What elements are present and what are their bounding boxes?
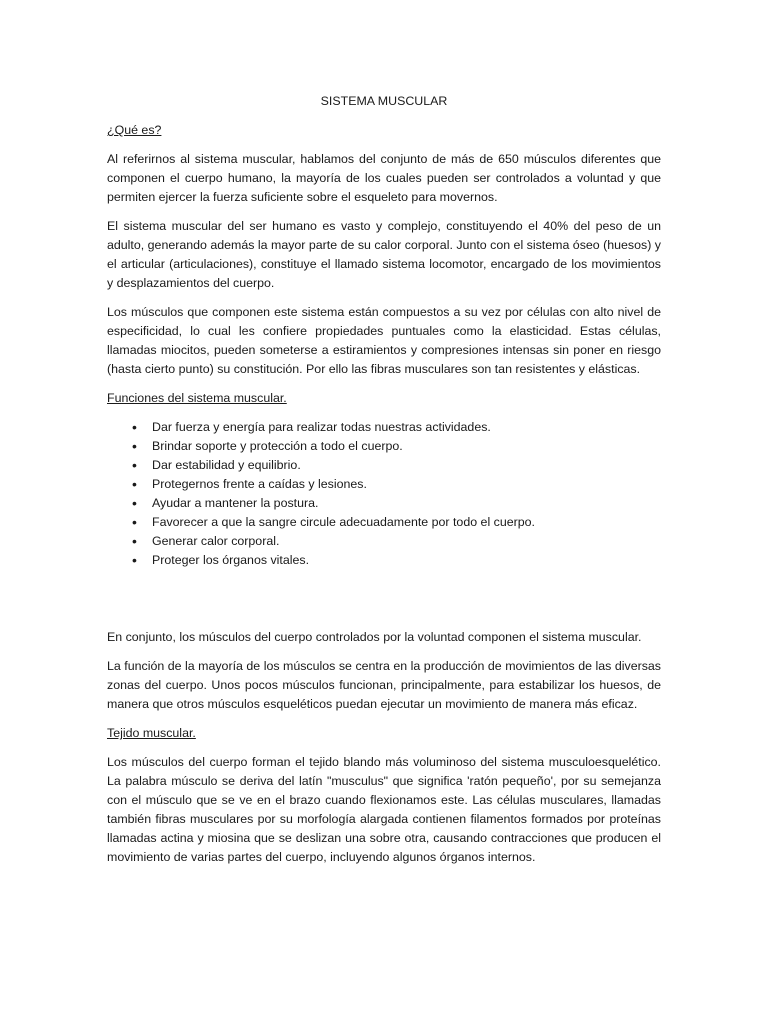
list-item: • Proteger los órganos vitales. <box>132 551 661 570</box>
list-item: • Ayudar a mantener la postura. <box>132 494 661 513</box>
heading-que-es: ¿Qué es? <box>107 123 162 137</box>
paragraph: El sistema muscular del ser humano es vasto y complejo, constituyendo el 40% del peso de un adulto, generando además la mayor parte de su calor corporal. Junto con el sistema óseo (huesos) y el articular (articulaciones), constituye el llamado sistema locomotor, encargado de los movimientos y desplazamientos del cuerpo. <box>107 219 661 290</box>
paragraph: Al referirnos al sistema muscular, hablamos del conjunto de más de 650 músculos diferentes que componen el cuerpo humano, la mayoría de los cuales pueden ser controlados a voluntad y que permiten ejercer la fuerza suficiente sobre el esqueleto para movernos. <box>107 152 661 204</box>
document-title: SISTEMA MUSCULAR <box>320 94 448 108</box>
paragraph: Los músculos que componen este sistema están compuestos a su vez por células con alto nivel de especificidad, lo cual les confiere propiedades puntuales como la elasticidad. Estas células, llamadas miocitos, pueden someterse a estiramientos y compresiones intensas sin poner en riesgo (hasta cierto punto) su constitución. Por ello las fibras musculares son tan resistentes y elásticas. <box>107 305 661 376</box>
list-item: • Dar fuerza y energía para realizar todas nuestras actividades. <box>132 418 661 437</box>
list-item: • Generar calor corporal. <box>132 532 661 551</box>
paragraph: En conjunto, los músculos del cuerpo controlados por la voluntad componen el sistema muscular. <box>107 630 642 644</box>
paragraph: Los músculos del cuerpo forman el tejido blando más voluminoso del sistema musculoesquelético. La palabra músculo se deriva del latín "musculus" que significa 'ratón pequeño', por su semejanza con el músculo que se ve en el brazo cuando flexionamos este. Las células musculares, llamadas también fibras musculares por su morfología alargada contienen filamentos formados por proteínas llamadas actina y miosina que se deslizan una sobre otra, causando contracciones que producen el movimiento de varias partes del cuerpo, incluyendo algunos órganos internos. <box>107 755 661 864</box>
list-item: • Brindar soporte y protección a todo el cuerpo. <box>132 437 661 456</box>
heading-funciones: Funciones del sistema muscular. <box>107 391 287 405</box>
funciones-list <box>107 418 661 570</box>
heading-tejido: Tejido muscular. <box>107 726 196 740</box>
list-item: • Dar estabilidad y equilibrio. <box>132 456 661 475</box>
spacer <box>107 570 661 628</box>
list-item: • Favorecer a que la sangre circule adecuadamente por todo el cuerpo. <box>132 513 661 532</box>
paragraph: La función de la mayoría de los músculos se centra en la producción de movimientos de las diversas zonas del cuerpo. Unos pocos músculos funcionan, principalmente, para estabilizar los huesos, de manera que otros músculos esqueléticos puedan ejecutar un movimiento de manera más eficaz. <box>107 659 661 711</box>
list-item: • Protegernos frente a caídas y lesiones. <box>132 475 661 494</box>
